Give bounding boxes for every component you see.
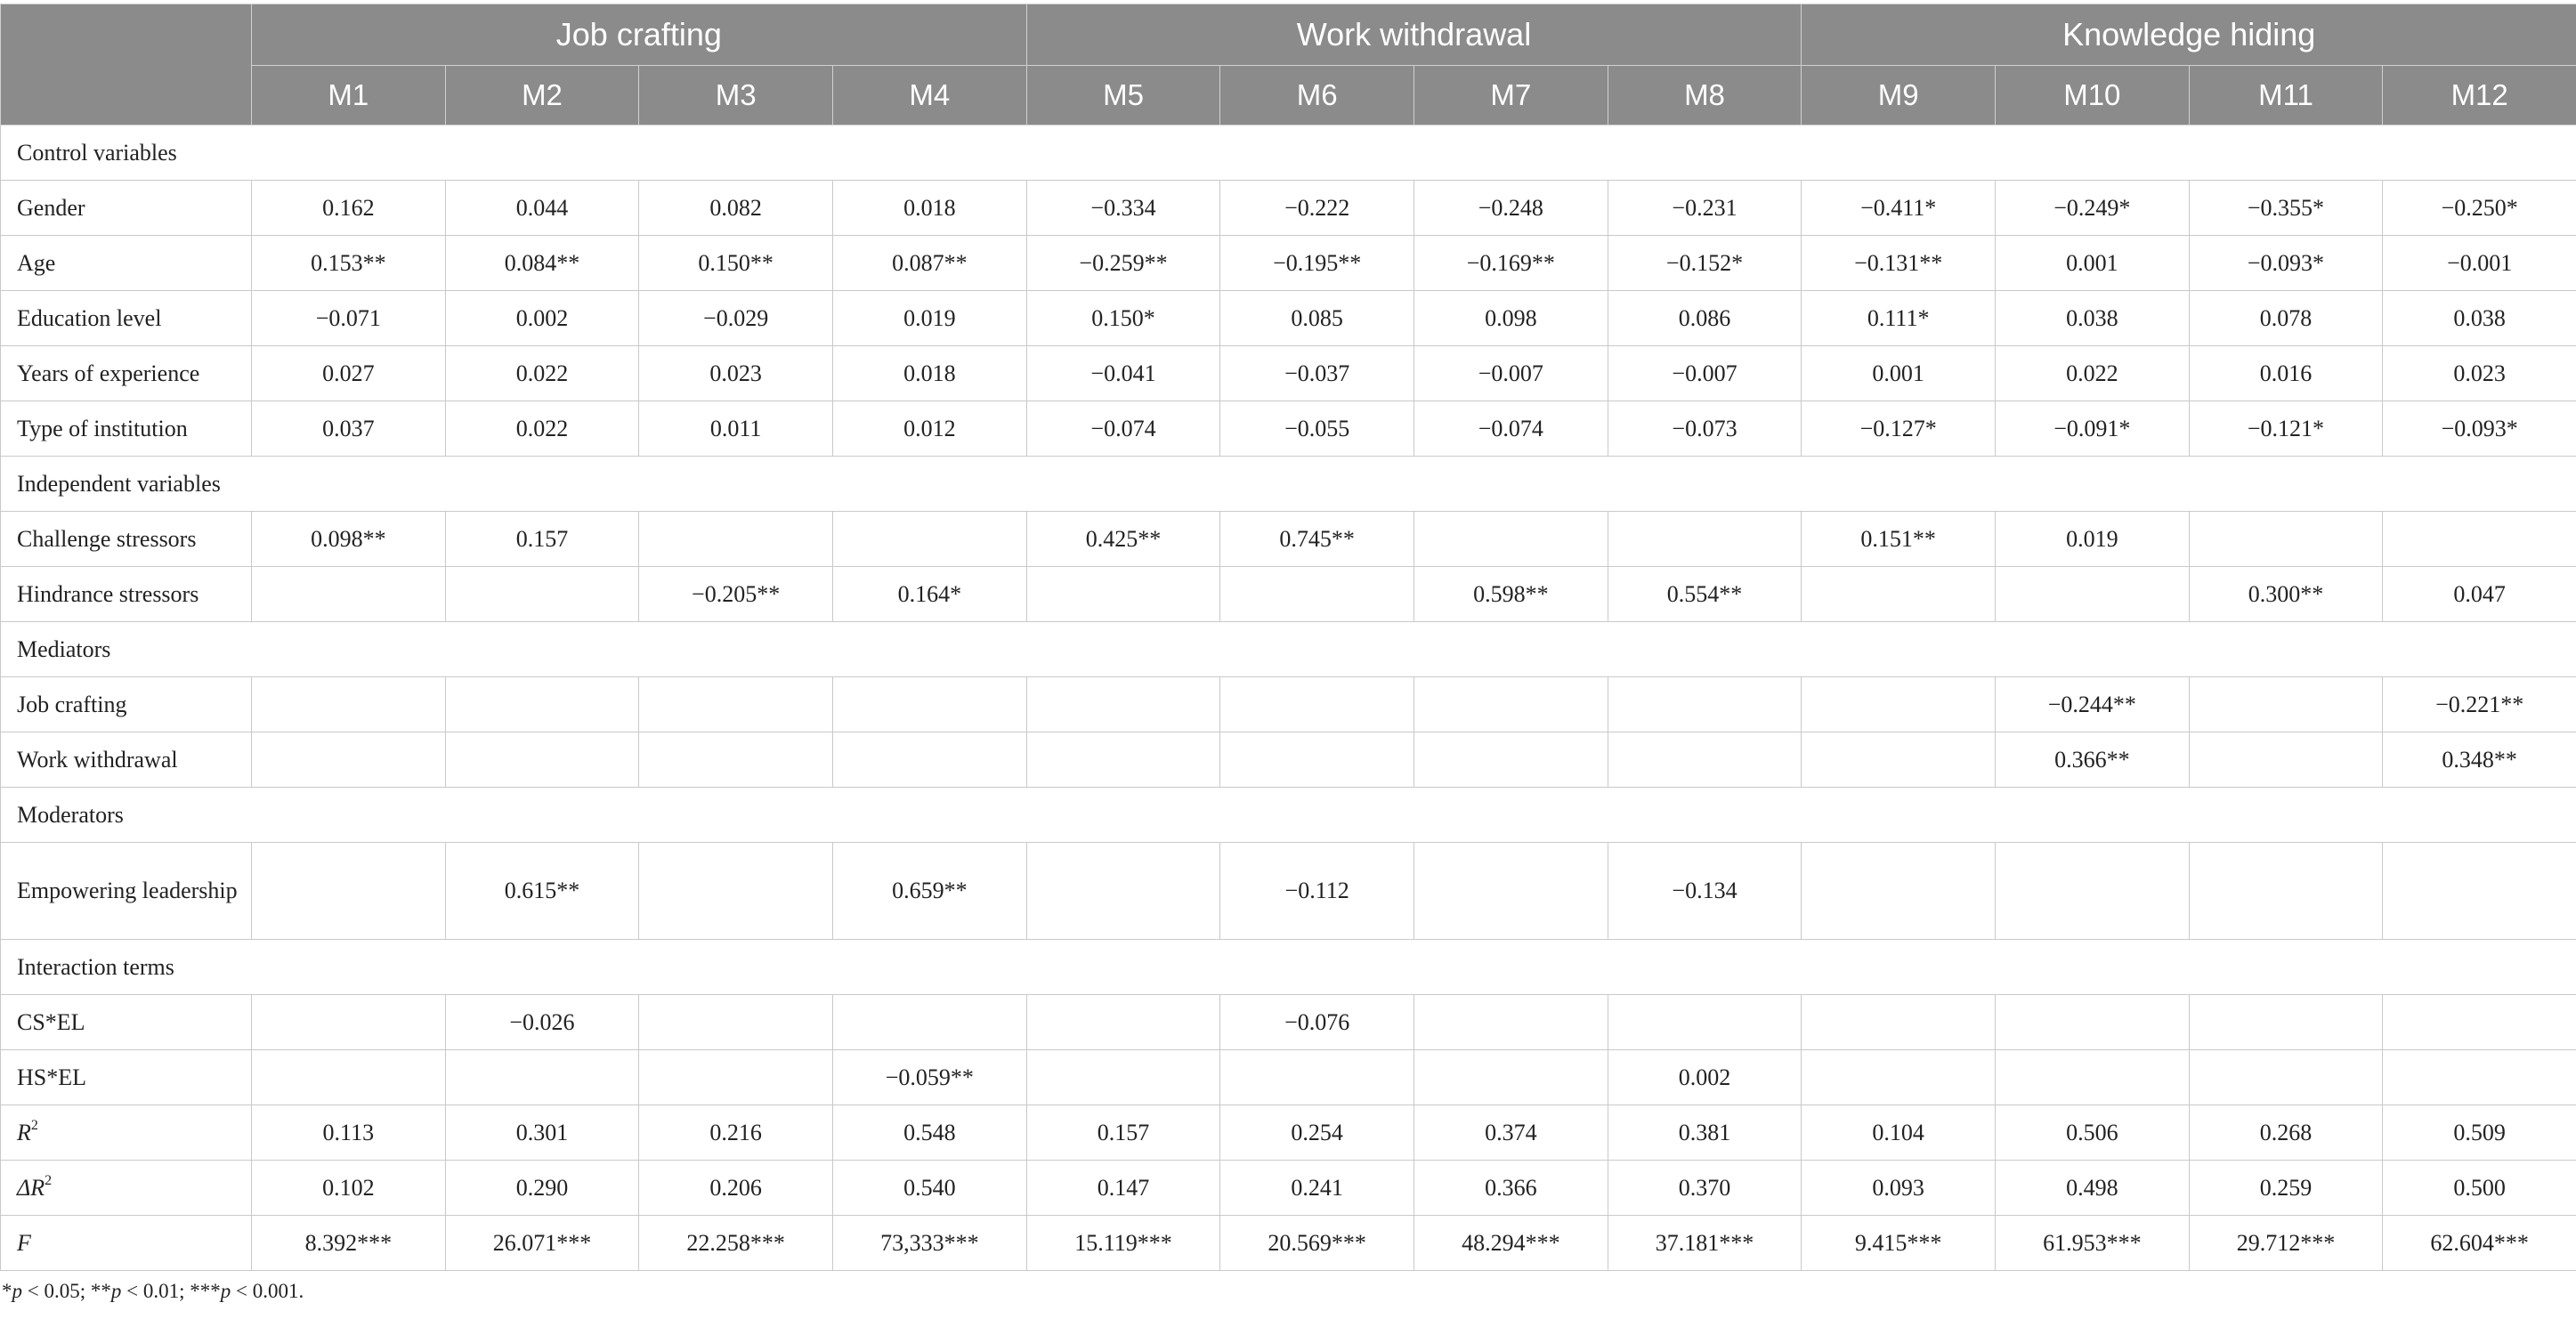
row-label [1,1161,252,1216]
value-cell: 0.259 [2189,1161,2383,1216]
value-cell: 0.425** [1026,512,1220,567]
value-cell: 0.001 [1996,236,2190,291]
value-cell: −0.007 [1608,346,1802,401]
section-label: Moderators [1,788,2576,843]
value-cell [1414,1050,1608,1105]
value-cell: −0.134 [1608,843,1802,940]
value-cell [2189,1050,2383,1105]
value-cell: 0.548 [832,1105,1026,1161]
model-header: M12 [2383,66,2576,125]
table-row [1,1050,2576,1105]
value-cell: 0.370 [1608,1161,1802,1216]
value-cell: −0.071 [252,291,446,346]
value-cell [1608,995,1802,1050]
value-cell: 0.019 [832,291,1026,346]
value-cell: 8.392*** [252,1216,446,1271]
row-label-superscript: 2 [30,1117,38,1133]
value-cell: 48.294*** [1414,1216,1608,1271]
value-cell: −0.093* [2189,236,2383,291]
value-cell [2189,995,2383,1050]
model-header: M7 [1414,66,1608,125]
value-cell: 0.047 [2383,567,2576,622]
value-cell [2383,995,2576,1050]
row-label [1,732,252,788]
value-cell: 0.506 [1996,1105,2190,1161]
value-cell: 0.082 [639,181,833,236]
group-header-knowledge-hiding: Knowledge hiding [1802,4,2576,66]
value-cell: 0.093 [1802,1161,1996,1216]
value-cell [832,995,1026,1050]
value-cell: 0.022 [445,401,639,457]
model-header: M6 [1220,66,1414,125]
value-cell: −0.041 [1026,346,1220,401]
header-corner [1,4,252,125]
table-row [1,512,2576,567]
row-label [1,995,252,1050]
value-cell: 0.019 [1996,512,2190,567]
row-label-superscript: 2 [45,1172,53,1188]
value-cell: 0.111* [1802,291,1996,346]
value-cell: 0.290 [445,1161,639,1216]
row-label [1,236,252,291]
value-cell: −0.244** [1996,677,2190,732]
header-model-row [1,66,2576,125]
value-cell: −0.222 [1220,181,1414,236]
table-row [1,401,2576,457]
value-cell [1026,995,1220,1050]
value-cell: −0.250* [2383,181,2576,236]
table-body [1,125,2576,1271]
value-cell [1802,1050,1996,1105]
model-header: M4 [832,66,1026,125]
table-row [1,995,2576,1050]
row-label [1,843,252,940]
footnote-stars: *** [190,1280,221,1302]
value-cell: 0.037 [252,401,446,457]
regression-table [0,4,2576,1271]
value-cell: 0.374 [1414,1105,1608,1161]
value-cell: 0.366** [1996,732,2190,788]
table-row [1,1216,2576,1271]
value-cell [445,677,639,732]
value-cell: 0.381 [1608,1105,1802,1161]
value-cell: 26.071*** [445,1216,639,1271]
value-cell: 0.022 [1996,346,2190,401]
value-cell [1802,995,1996,1050]
value-cell: 0.044 [445,181,639,236]
value-cell: −0.259** [1026,236,1220,291]
value-cell: −0.355* [2189,181,2383,236]
value-cell: 0.038 [2383,291,2576,346]
value-cell: 0.098** [252,512,446,567]
value-cell: 0.086 [1608,291,1802,346]
value-cell [445,732,639,788]
value-cell [1414,995,1608,1050]
table-row [1,732,2576,788]
row-label [1,346,252,401]
value-cell [2383,1050,2576,1105]
value-cell [1802,732,1996,788]
value-cell [2383,512,2576,567]
value-cell: −0.112 [1220,843,1414,940]
value-cell: 0.038 [1996,291,2190,346]
value-cell [1220,677,1414,732]
value-cell [1414,512,1608,567]
value-cell: −0.205** [639,567,833,622]
value-cell [1026,677,1220,732]
value-cell: 0.018 [832,181,1026,236]
value-cell: −0.029 [639,291,833,346]
value-cell [2383,843,2576,940]
value-cell: −0.195** [1220,236,1414,291]
model-header: M11 [2189,66,2383,125]
value-cell [639,677,833,732]
value-cell: 0.301 [445,1105,639,1161]
model-header: M5 [1026,66,1220,125]
row-label-text: Hindrance stressors [17,580,199,607]
value-cell: −0.076 [1220,995,1414,1050]
value-cell: 0.027 [252,346,446,401]
value-cell [1802,843,1996,940]
value-cell: 0.153** [252,236,446,291]
value-cell: −0.152* [1608,236,1802,291]
value-cell [1608,732,1802,788]
value-cell [445,1050,639,1105]
value-cell: 0.164* [832,567,1026,622]
row-label-text: HS*EL [17,1064,86,1090]
value-cell: 61.953*** [1996,1216,2190,1271]
value-cell: −0.131** [1802,236,1996,291]
value-cell: 0.023 [2383,346,2576,401]
value-cell [1996,1050,2190,1105]
value-cell: 0.162 [252,181,446,236]
value-cell: 0.366 [1414,1161,1608,1216]
value-cell: −0.074 [1026,401,1220,457]
value-cell [252,843,446,940]
value-cell [252,732,446,788]
value-cell: −0.037 [1220,346,1414,401]
value-cell [445,567,639,622]
value-cell: −0.026 [445,995,639,1050]
table-row [1,677,2576,732]
value-cell: 62.604*** [2383,1216,2576,1271]
model-header: M8 [1608,66,1802,125]
value-cell: 73,333*** [832,1216,1026,1271]
section-label: Interaction terms [1,940,2576,995]
row-label [1,512,252,567]
value-cell: 0.157 [1026,1105,1220,1161]
value-cell [1996,995,2190,1050]
value-cell: 0.150* [1026,291,1220,346]
section-row [1,940,2576,995]
row-label-text: R [17,1119,31,1145]
value-cell [1996,567,2190,622]
value-cell: 0.745** [1220,512,1414,567]
value-cell: 22.258*** [639,1216,833,1271]
row-label-text: Challenge stressors [17,525,197,552]
section-label: Control variables [1,125,2576,181]
row-label-text: Work withdrawal [17,746,178,773]
value-cell [1220,732,1414,788]
footnote-p: p [110,1280,122,1302]
value-cell [1608,677,1802,732]
value-cell [1608,512,1802,567]
value-cell: 0.016 [2189,346,2383,401]
value-cell: −0.001 [2383,236,2576,291]
section-label: Independent variables [1,457,2576,512]
value-cell [1026,1050,1220,1105]
row-label [1,1216,252,1271]
value-cell [1414,843,1608,940]
value-cell: 0.348** [2383,732,2576,788]
table-row [1,236,2576,291]
section-row [1,622,2576,677]
value-cell [1414,732,1608,788]
value-cell: 0.268 [2189,1105,2383,1161]
value-cell: 0.498 [1996,1161,2190,1216]
value-cell: 0.001 [1802,346,1996,401]
row-label-text: Age [17,249,56,276]
value-cell: −0.248 [1414,181,1608,236]
value-cell: 20.569*** [1220,1216,1414,1271]
model-header: M2 [445,66,639,125]
value-cell: −0.091* [1996,401,2190,457]
value-cell: 0.012 [832,401,1026,457]
value-cell [1026,843,1220,940]
footnote-threshold: < 0.01; [121,1280,190,1302]
footnote-p: p [220,1280,231,1302]
value-cell: 9.415*** [1802,1216,1996,1271]
value-cell: 0.023 [639,346,833,401]
row-label [1,1105,252,1161]
section-row [1,788,2576,843]
section-label: Mediators [1,622,2576,677]
footnote-stars: * [2,1280,12,1302]
row-label [1,567,252,622]
value-cell [639,732,833,788]
row-label [1,181,252,236]
value-cell: 0.078 [2189,291,2383,346]
value-cell: 0.147 [1026,1161,1220,1216]
value-cell: 0.554** [1608,567,1802,622]
value-cell [252,995,446,1050]
value-cell [639,512,833,567]
value-cell: 0.206 [639,1161,833,1216]
value-cell: −0.249* [1996,181,2190,236]
value-cell: −0.334 [1026,181,1220,236]
footnote-threshold: < 0.05; [22,1280,91,1302]
table-row [1,567,2576,622]
value-cell: 0.598** [1414,567,1608,622]
value-cell: 0.509 [2383,1105,2576,1161]
value-cell [832,512,1026,567]
value-cell: 0.098 [1414,291,1608,346]
value-cell: 0.254 [1220,1105,1414,1161]
value-cell [1414,677,1608,732]
value-cell: 0.022 [445,346,639,401]
value-cell: −0.074 [1414,401,1608,457]
value-cell: −0.007 [1414,346,1608,401]
row-label [1,291,252,346]
value-cell: 0.151** [1802,512,1996,567]
row-label-text: Education level [17,304,162,331]
value-cell: 29.712*** [2189,1216,2383,1271]
value-cell: 37.181*** [1608,1216,1802,1271]
value-cell: −0.121* [2189,401,2383,457]
value-cell: −0.073 [1608,401,1802,457]
value-cell: 0.018 [832,346,1026,401]
row-label-text: Job crafting [17,691,127,717]
value-cell: 0.113 [252,1105,446,1161]
model-header: M10 [1996,66,2190,125]
value-cell: −0.055 [1220,401,1414,457]
value-cell [832,732,1026,788]
value-cell: 0.085 [1220,291,1414,346]
value-cell: −0.231 [1608,181,1802,236]
value-cell [252,1050,446,1105]
row-label-text: Years of experience [17,360,200,386]
row-label-text: ΔR [17,1174,45,1201]
value-cell: 0.087** [832,236,1026,291]
value-cell: 0.216 [639,1105,833,1161]
row-label [1,401,252,457]
value-cell [639,843,833,940]
value-cell [639,1050,833,1105]
group-header-job-crafting: Job crafting [252,4,1027,66]
value-cell: 0.002 [1608,1050,1802,1105]
table-row [1,291,2576,346]
section-row [1,457,2576,512]
model-header: M9 [1802,66,1996,125]
group-header-work-withdrawal: Work withdrawal [1026,4,1802,66]
value-cell: −0.059** [832,1050,1026,1105]
value-cell [832,677,1026,732]
value-cell [2189,677,2383,732]
table-row [1,1161,2576,1216]
value-cell [1996,843,2190,940]
value-cell [639,995,833,1050]
value-cell [1220,1050,1414,1105]
value-cell: 0.659** [832,843,1026,940]
row-label-text: Type of institution [17,415,188,441]
value-cell: −0.411* [1802,181,1996,236]
model-header: M1 [252,66,446,125]
row-label-text: Gender [17,194,85,221]
value-cell [2189,512,2383,567]
value-cell: 0.241 [1220,1161,1414,1216]
value-cell: 0.157 [445,512,639,567]
value-cell: 0.084** [445,236,639,291]
footnote [2,1280,304,1303]
value-cell [2189,843,2383,940]
footnote-p: p [12,1280,22,1302]
value-cell: 0.615** [445,843,639,940]
value-cell: 15.119*** [1026,1216,1220,1271]
value-cell: 0.540 [832,1161,1026,1216]
row-label-text: Empowering leadership [17,878,238,903]
value-cell [1026,567,1220,622]
row-label-text: F [17,1229,31,1256]
table-row [1,181,2576,236]
value-cell: 0.300** [2189,567,2383,622]
value-cell [1220,567,1414,622]
value-cell: 0.150** [639,236,833,291]
value-cell: −0.093* [2383,401,2576,457]
value-cell: 0.102 [252,1161,446,1216]
value-cell [1026,732,1220,788]
row-label [1,677,252,732]
value-cell: −0.221** [2383,677,2576,732]
value-cell: 0.002 [445,291,639,346]
value-cell [1802,677,1996,732]
table-row [1,1105,2576,1161]
model-header: M3 [639,66,833,125]
value-cell [1802,567,1996,622]
section-row [1,125,2576,181]
row-label [1,1050,252,1105]
value-cell [2189,732,2383,788]
row-label-text: CS*EL [17,1008,85,1035]
value-cell: −0.169** [1414,236,1608,291]
value-cell: 0.011 [639,401,833,457]
footnote-stars: ** [90,1280,111,1302]
value-cell: 0.104 [1802,1105,1996,1161]
header-group-row [1,4,2576,66]
value-cell [252,567,446,622]
footnote-threshold: < 0.001. [231,1280,304,1302]
value-cell: −0.127* [1802,401,1996,457]
value-cell [252,677,446,732]
table-row [1,843,2576,940]
table-row [1,346,2576,401]
value-cell: 0.500 [2383,1161,2576,1216]
